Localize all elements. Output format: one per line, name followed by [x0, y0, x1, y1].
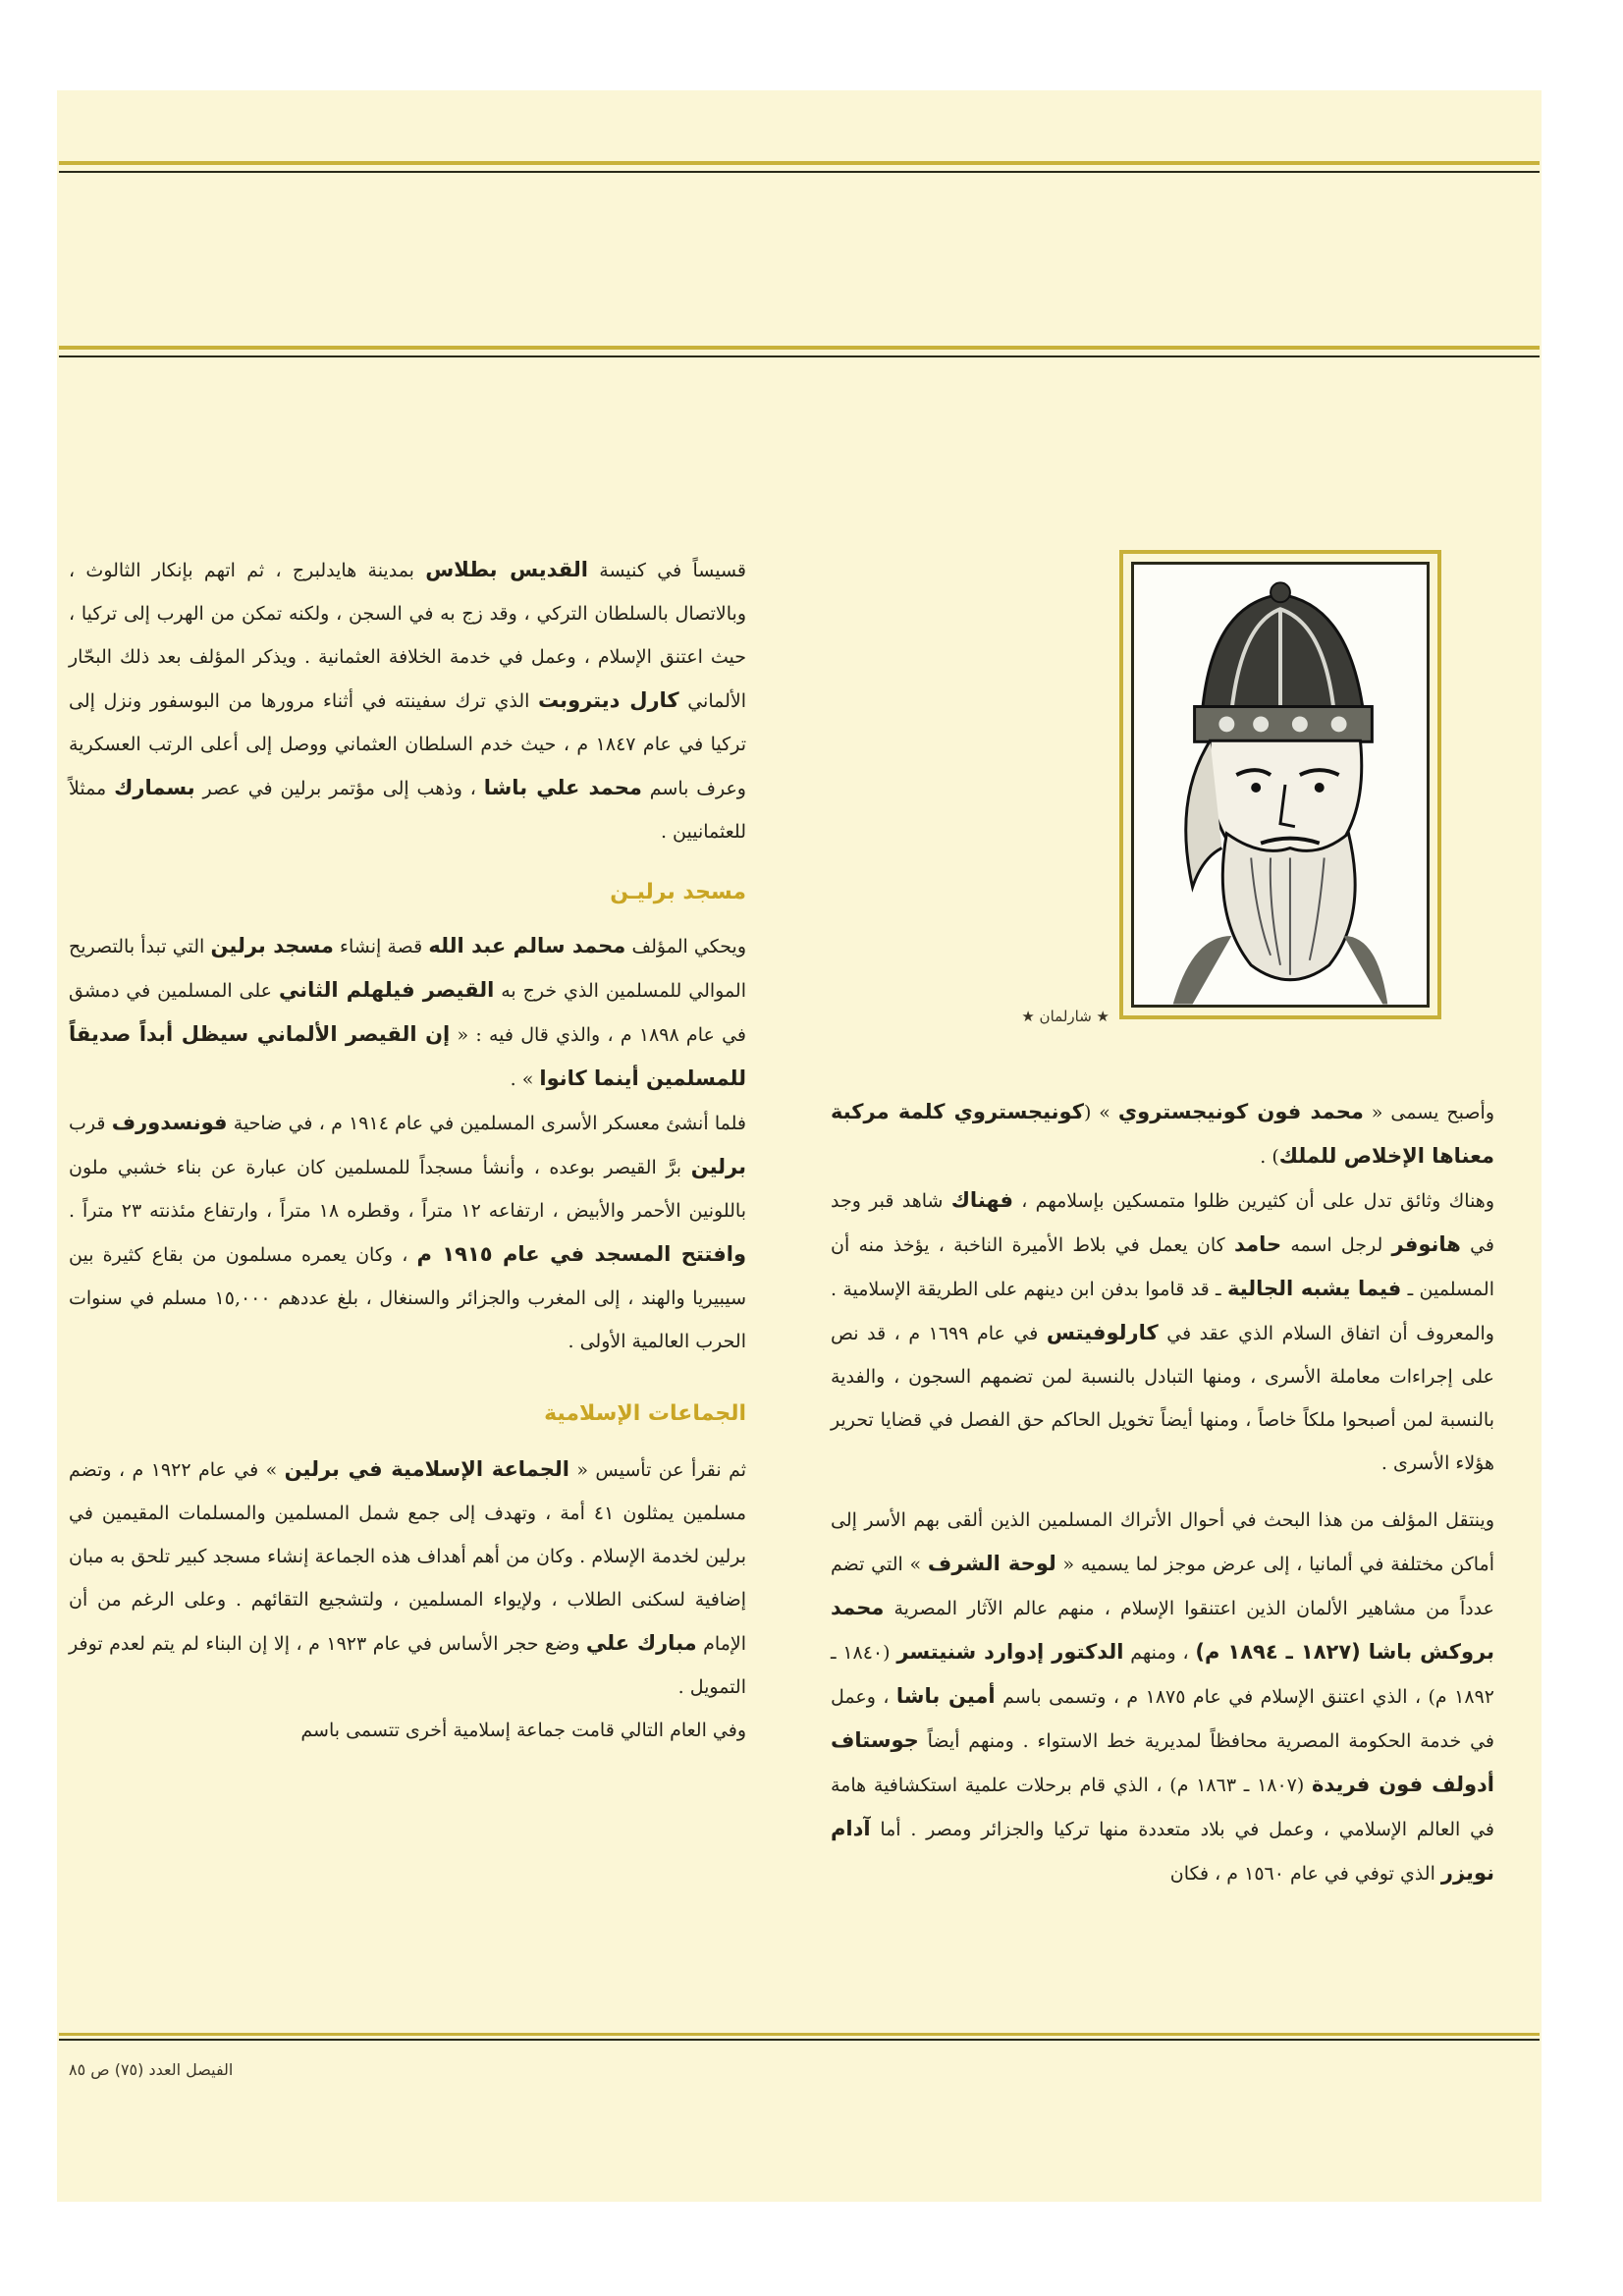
bold-name: مسجد برلين: [210, 934, 334, 957]
bold-name: محمد سالم عبد الله: [428, 934, 626, 957]
text-run: ممثلاً للعثمانيين .: [69, 778, 746, 843]
bold-name: محمد علي باشا: [483, 776, 642, 799]
crowned-king-drawing: [1134, 565, 1427, 1005]
text-run: بمدينة هايدلبرج ، ثم اتهم بإنكار الثالوث ، وبالاتصال بالسلطان التركي ، وقد زج به في السجن ، ولكنه تمكن من الهرب إلى تركيا ، حيث اعتنق الإسلام ، وعمل في خدمة الخلافة العثمانية . ويذكر المؤلف بعد ذلك البحّار الألماني: [69, 560, 747, 712]
section-heading-islamic-groups: الجماعات الإسلامية: [544, 1401, 746, 1426]
text-run: قرب: [69, 1113, 112, 1134]
bold-quote: إن القيصر الألماني سيظل أبداً صديقاً للمسلمين أينما كانوا: [69, 1022, 746, 1090]
paragraph-intro: [69, 548, 746, 853]
right-column: [831, 1090, 1494, 1895]
bold-name: وافتتح المسجد في عام ١٩١٥ م: [416, 1242, 746, 1266]
paragraph-groups: [69, 1448, 746, 1709]
bold-name: القيصر فيلهلم الثاني: [278, 978, 495, 1002]
bold-name: القديس بطلاس: [425, 558, 588, 581]
text-run: التي تبدأ بالتصريح الموالي للمسلمين الذي خرج به: [69, 936, 747, 1002]
section-heading-berlin-mosque: مسجد برليـن: [610, 880, 746, 904]
bold-name: لوحة الشرف: [927, 1552, 1056, 1575]
paragraph-documents: [831, 1178, 1494, 1485]
text-run: في عام ١٦٩٩ م ، قد نص على إجراءات معاملة الأسرى ، ومنها التبادل بالنسبة لمن تضمهم السجون ، والفدية بالنسبة لمن أصبحوا ملكاً خاصاً ، ومنها أيضاً تخويل الحاكم حق الفصل في قضايا تحرير هؤلاء الأسرى .: [831, 1323, 1494, 1474]
page-footer: الفيصل العدد (٧٥) ص ٨٥: [69, 2060, 234, 2079]
text-run: ويحكي المؤلف: [625, 936, 746, 957]
paragraph-camp: [69, 1101, 746, 1363]
paragraph-honor-board: [831, 1499, 1494, 1895]
text-run: ثم نقرأ عن تأسيس «: [568, 1459, 747, 1481]
text-run: الذي توفي في عام ١٥٦٠ م ، فكان: [1169, 1863, 1441, 1885]
bold-name: محمد بروكش باشا (١٨٢٧ ـ ١٨٩٤ م): [831, 1596, 1494, 1664]
text-run: على المسلمين في دمشق في عام ١٨٩٨ م ، والذي قال فيه : «: [69, 980, 746, 1046]
bold-name: كونيجستروي كلمة مركبة معناها الإخلاص للملك: [831, 1100, 1494, 1168]
left-column: [69, 548, 746, 1752]
bold-name: حامد: [1233, 1232, 1282, 1256]
text-run: قسيساً في كنيسة: [588, 560, 746, 581]
text-run: فلما أنشئ معسكر الأسرى المسلمين في عام ١٩١٤ م ، في ضاحية: [227, 1113, 746, 1134]
text-run: برَّ القيصر بوعده ، وأنشأ مسجداً للمسلمين كان عبارة عن بناء خشبي ملون باللونين الأحمر والأبيض ، ارتفاعه ١٢ متراً ، وقطره ١٨ متراً ، وارتفاع مئذنته ٢٣ متراً .: [69, 1157, 747, 1222]
text-run: (١٨٠٧ ـ ١٨٦٣ م) ، الذي قام برحلات علمية استكشافية هامة في العالم الإسلامي ، وعمل في بلاد متعددة منها تركيا والجزائر ومصر . أما: [831, 1775, 1494, 1840]
text-run: ، ومنهم: [1123, 1642, 1196, 1664]
bold-name: كارلوفيتس: [1046, 1321, 1159, 1344]
bold-name: الجماعة الإسلامية في برلين: [284, 1457, 569, 1481]
text-run: وينتقل المؤلف من هذا البحث في أحوال الأتراك المسلمين الذين ألقى بهم الأسر إلى أماكن مختلفة في ألمانيا ، إلى عرض موجز لما يسميه «: [831, 1509, 1494, 1575]
bold-name: برلين: [690, 1155, 746, 1178]
text-run: وأصبح يسمى «: [1363, 1102, 1494, 1123]
text-run: وهناك وثائق تدل على أن كثيرين ظلوا متمسكين بإسلامهم ،: [1013, 1190, 1494, 1212]
bold-name: هانوفر: [1391, 1232, 1461, 1256]
text-run: » .: [510, 1068, 540, 1090]
text-run: ـ قد قاموا بدفن ابن دينهم على الطريقة الإسلامية . والمعروف أن اتفاق السلام الذي عقد في: [831, 1279, 1494, 1344]
text-run: (١٨٤٠ ـ ١٨٩٢ م) ، الذي اعتنق الإسلام في عام ١٨٧٥ م ، وتسمى باسم: [831, 1642, 1494, 1708]
bold-name: كارل ديتروبت: [537, 688, 679, 712]
bold-name: فونسدورف: [111, 1111, 228, 1134]
paragraph-mosque-story: [69, 924, 746, 1101]
bold-name: آدام نويزر: [831, 1817, 1494, 1885]
text-run: لرجل اسمه: [1281, 1234, 1392, 1256]
bold-name: فيما يشبه الجالية: [1226, 1277, 1402, 1300]
text-run: ) .: [1260, 1146, 1279, 1168]
text-run: » في عام ١٩٢٢ م ، وتضم مسلمين يمثلون ٤١ أمة ، وتهدف إلى جمع شمل المسلمين والمسلمات المقيمين في برلين لخدمة الإسلام . وكان من أهم أهداف هذه الجماعة إنشاء مسجد كبير تلحق به مبان إضافية لسكنى الطلاب ، ولإيواء المسلمين ، ولتشجيع التقائهم . وعلى الرغم من أن الإمام: [69, 1459, 746, 1655]
bold-name: بسمارك: [114, 776, 195, 799]
text-run: كان يعمل في بلاط الأميرة الناخبة ، يؤخذ منه أن المسلمين ـ: [831, 1234, 1494, 1300]
text-run: وضع حجر الأساس في عام ١٩٢٣ م ، إلا إن البناء لم يتم لعدم توفر التمويل .: [69, 1633, 746, 1698]
figure-frame: [1119, 550, 1441, 1019]
bold-name: محمد فون كونيجستروي: [1117, 1100, 1364, 1123]
footer-rule: [59, 2033, 1540, 2041]
text-run: » التي تضم عدداً من مشاهير الألمان الذين اعتنقوا الإسلام ، منهم عالم الآثار المصرية: [831, 1554, 1494, 1619]
paragraph-next-year: وفي العام التالي قامت جماعة إسلامية أخرى تتسمى باسم: [300, 1720, 746, 1741]
text-run: قصة إنشاء: [333, 936, 429, 957]
bold-name: جوستاف أدولف فون فريدة: [831, 1728, 1494, 1796]
bold-name: أمين باشا: [895, 1684, 996, 1708]
bold-name: الدكتور إدوارد شنيتسر: [896, 1640, 1124, 1664]
figure-caption: ★ شارلمان ★: [1021, 1008, 1109, 1025]
paragraph-konigstreu: [831, 1090, 1494, 1178]
text-run: شاهد قبر وجد في: [831, 1190, 1494, 1256]
bold-name: مبارك علي: [585, 1631, 697, 1655]
portrait-illustration: [1131, 562, 1430, 1008]
text-run: » (: [1083, 1102, 1118, 1123]
header-bottom-rule: [59, 346, 1540, 357]
text-run: ، وعمل في خدمة الحكومة المصرية محافظاً لمديرية خط الاستواء . ومنهم أيضاً: [831, 1686, 1494, 1752]
text-run: ، وكان يعمره مسلمون من بقاع كثيرة بين سيبيريا والهند ، إلى المغرب والجزائر والسنغال ، بلغ عددهم ١٥,٠٠٠ مسلم في سنوات الحرب العالمية الأولى .: [69, 1244, 746, 1352]
text-run: الذي ترك سفينته في أثناء مرورها من البوسفور ونزل إلى تركيا في عام ١٨٤٧ م ، حيث خدم السلطان العثماني ووصل إلى أعلى الرتب العسكرية وعرف باسم: [69, 690, 746, 799]
top-rule: [59, 161, 1540, 173]
bold-name: فهناك: [950, 1188, 1014, 1212]
text-run: ، وذهب إلى مؤتمر برلين في عصر: [194, 778, 484, 799]
